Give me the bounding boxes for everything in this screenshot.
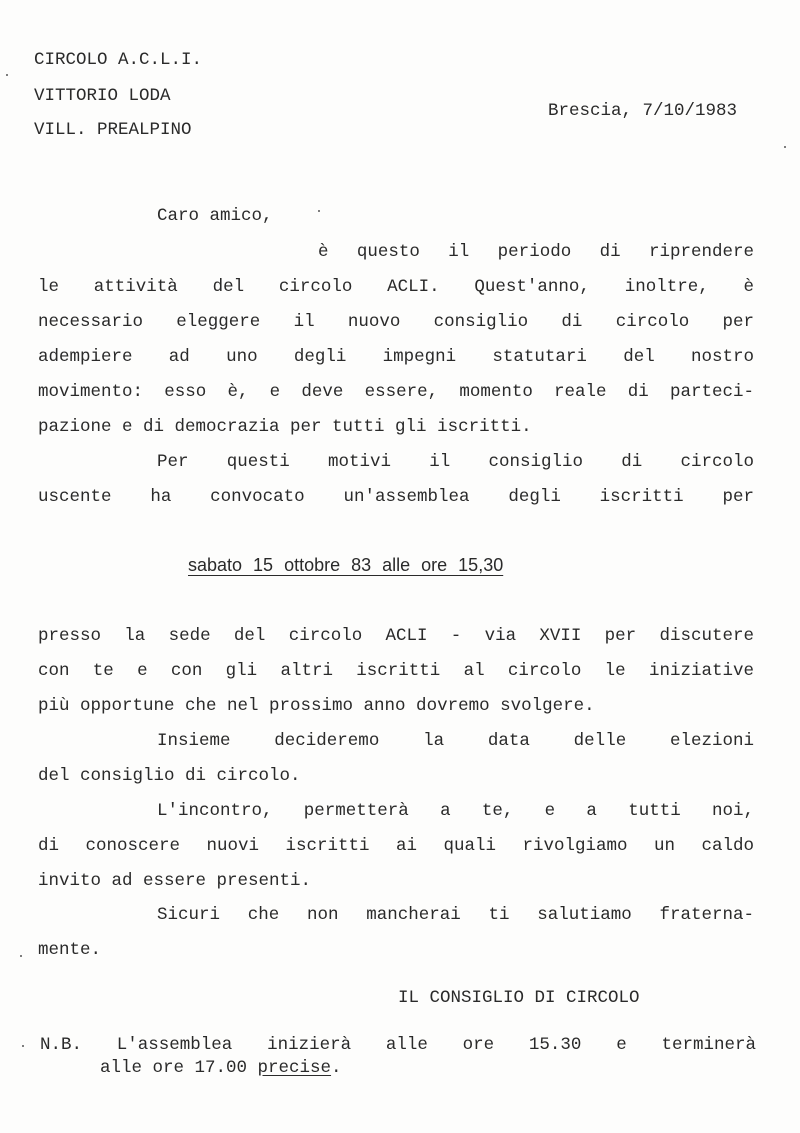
paragraph-5-line-3: invito ad essere presenti. — [38, 871, 312, 891]
scan-speck — [6, 74, 8, 76]
signature: IL CONSIGLIO DI CIRCOLO — [398, 988, 640, 1008]
meeting-date: sabato 15 ottobre 83 alle ore 15,30 — [188, 555, 504, 575]
salutation: Caro amico, — [157, 206, 273, 226]
nb-line-2-start: alle ore 17.00 — [100, 1058, 258, 1078]
paragraph-2-line-2: uscente ha convocato un'assemblea degli iscritti per — [38, 487, 754, 507]
paragraph-1-line-6: pazione e di democrazia per tutti gli iscritti. — [38, 417, 532, 437]
scan-speck — [22, 1045, 24, 1047]
paragraph-4-line-1: Insieme decideremo la data delle elezioni — [157, 731, 754, 751]
paragraph-2-line-1: Per questi motivi il consiglio di circolo — [157, 452, 754, 472]
nb-line-2-end: . — [331, 1058, 342, 1078]
nb-line-1: N.B. L'assemblea inizierà alle ore 15.30 e terminerà — [40, 1035, 756, 1055]
scan-speck — [20, 955, 22, 957]
paragraph-1-line-2: le attività del circolo ACLI. Quest'anno, inoltre, è — [38, 277, 754, 297]
letter-date: Brescia, 7/10/1983 — [548, 101, 738, 121]
paragraph-6-line-2: mente. — [38, 940, 102, 960]
sender-line-3: VILL. PREALPINO — [34, 120, 192, 140]
sender-line-2: VITTORIO LODA — [34, 86, 171, 106]
paragraph-3-line-3: più opportune che nel prossimo anno dovremo svolgere. — [38, 696, 595, 716]
sender-line-1: CIRCOLO A.C.L.I. — [34, 50, 203, 70]
nb-line-2 — [100, 1056, 342, 1080]
paragraph-6-line-1: Sicuri che non mancherai ti salutiamo fraterna- — [157, 905, 754, 925]
scan-speck — [784, 146, 786, 148]
paragraph-1-line-3: necessario eleggere il nuovo consiglio di circolo per — [38, 312, 754, 332]
paragraph-1-line-5: movimento: esso è, e deve essere, momento reale di parteci- — [38, 382, 754, 402]
paragraph-1-line-1: è questo il periodo di riprendere — [318, 242, 754, 262]
paragraph-5-line-1: L'incontro, permetterà a te, e a tutti noi, — [157, 801, 754, 821]
paragraph-3-line-2: con te e con gli altri iscritti al circolo le iniziative — [38, 661, 754, 681]
paragraph-4-line-2: del consiglio di circolo. — [38, 766, 301, 786]
paragraph-1-line-4: adempiere ad uno degli impegni statutari del nostro — [38, 347, 754, 367]
paragraph-5-line-2: di conoscere nuovi iscritti ai quali rivolgiamo un caldo — [38, 836, 754, 856]
nb-underlined-word: precise — [257, 1058, 332, 1078]
scan-speck — [318, 210, 320, 212]
paragraph-3-line-1: presso la sede del circolo ACLI - via XVII per discutere — [38, 626, 754, 646]
